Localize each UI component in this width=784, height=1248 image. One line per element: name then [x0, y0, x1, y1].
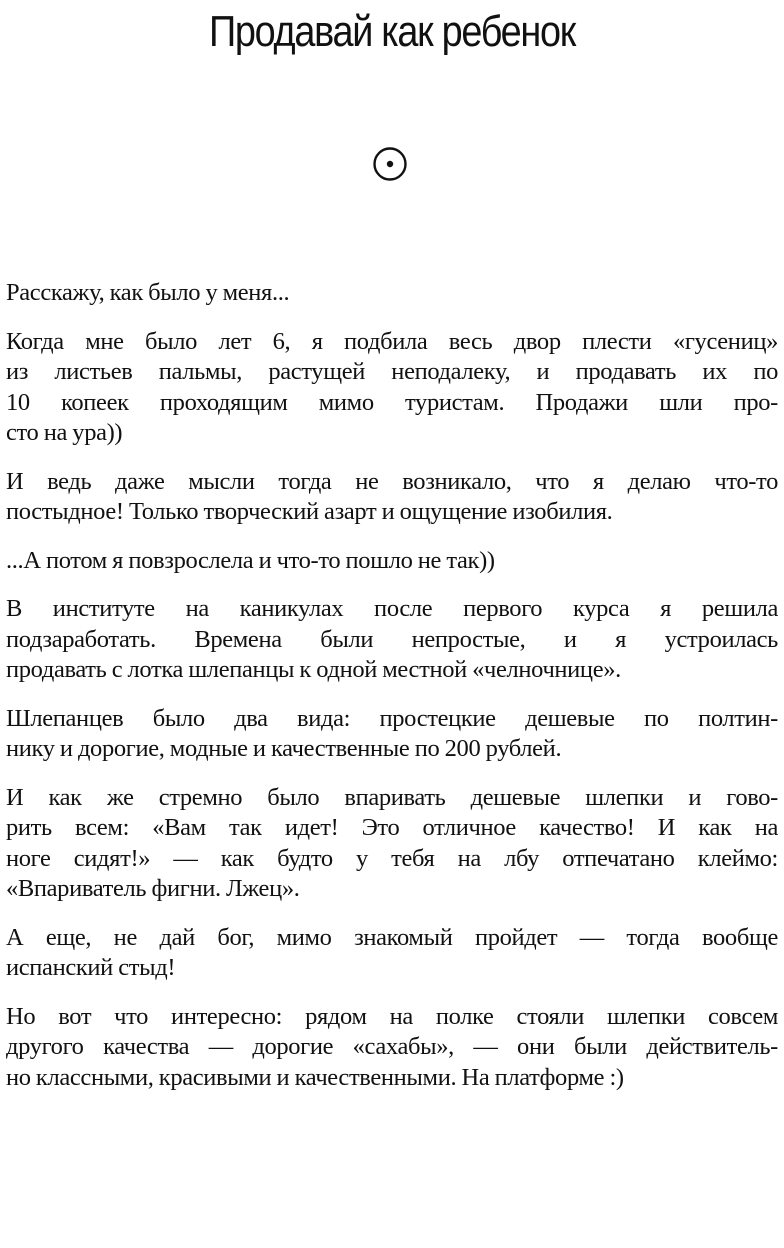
text-line: Расскажу, как было у меня... [6, 279, 290, 306]
text-line: испанский стыд! [6, 954, 176, 981]
text-line: Но вот что интересно: рядом на полке стояли шлепки совсем [6, 1002, 778, 1030]
paragraph [6, 594, 778, 686]
text-line: подзаработать. Времена были непростые, и я устроилась [6, 625, 778, 653]
text-line: постыдное! Только творческий азарт и ощущение изобилия. [6, 498, 613, 525]
text-line: А еще, не дай бог, мимо знакомый пройдет — тогда вообще [6, 923, 778, 951]
text-line: нику и дорогие, модные и качественные по 200 рублей. [6, 735, 562, 762]
paragraph [6, 278, 778, 309]
text-line: «Впариватель фигни. Лжец». [6, 875, 300, 902]
text-line: Когда мне было лет 6, я подбила весь двор плести «гусениц» [6, 327, 778, 355]
text-line: из листьев пальмы, растущей неподалеку, и продавать их по [6, 358, 778, 385]
text-line: Шлепанцев было два вида: простецкие дешевые по полтин- [6, 704, 778, 732]
text-line: продавать с лотка шлепанцы к одной местной «челночнице». [6, 656, 621, 683]
text-line: рить всем: «Вам так идет! Это отличное качество! И как на [6, 814, 778, 841]
paragraph [6, 923, 778, 984]
paragraph [6, 546, 778, 577]
text-line: сто на ура)) [6, 419, 123, 446]
text-line: В институте на каникулах после первого курса я решила [6, 595, 778, 622]
paragraph [6, 704, 778, 765]
paragraph [6, 783, 778, 905]
body-text [6, 278, 778, 1111]
text-line: ...А потом я повзрослела и что-то пошло не так)) [6, 546, 495, 574]
chapter-title: Продавай как ребенок [208, 7, 576, 56]
text-line: 10 копеек проходящим мимо туристам. Продажи шли про- [6, 388, 778, 416]
paragraph [6, 467, 778, 528]
paragraph [6, 327, 778, 449]
text-line: ноге сидят!» — как будто у тебя на лбу отпечатано клеймо: [6, 844, 778, 872]
text-line: но классными, красивыми и качественными. На платформе :) [6, 1063, 624, 1091]
circled-dot-icon [372, 146, 408, 182]
text-line: И как же стремно было впаривать дешевые шлепки и гово- [6, 783, 778, 811]
text-line: И ведь даже мысли тогда не возникало, что я делаю что-то [6, 467, 778, 495]
paragraph [6, 1002, 778, 1094]
text-line: другого качества — дорогие «сахабы», — они были действитель- [6, 1033, 778, 1060]
